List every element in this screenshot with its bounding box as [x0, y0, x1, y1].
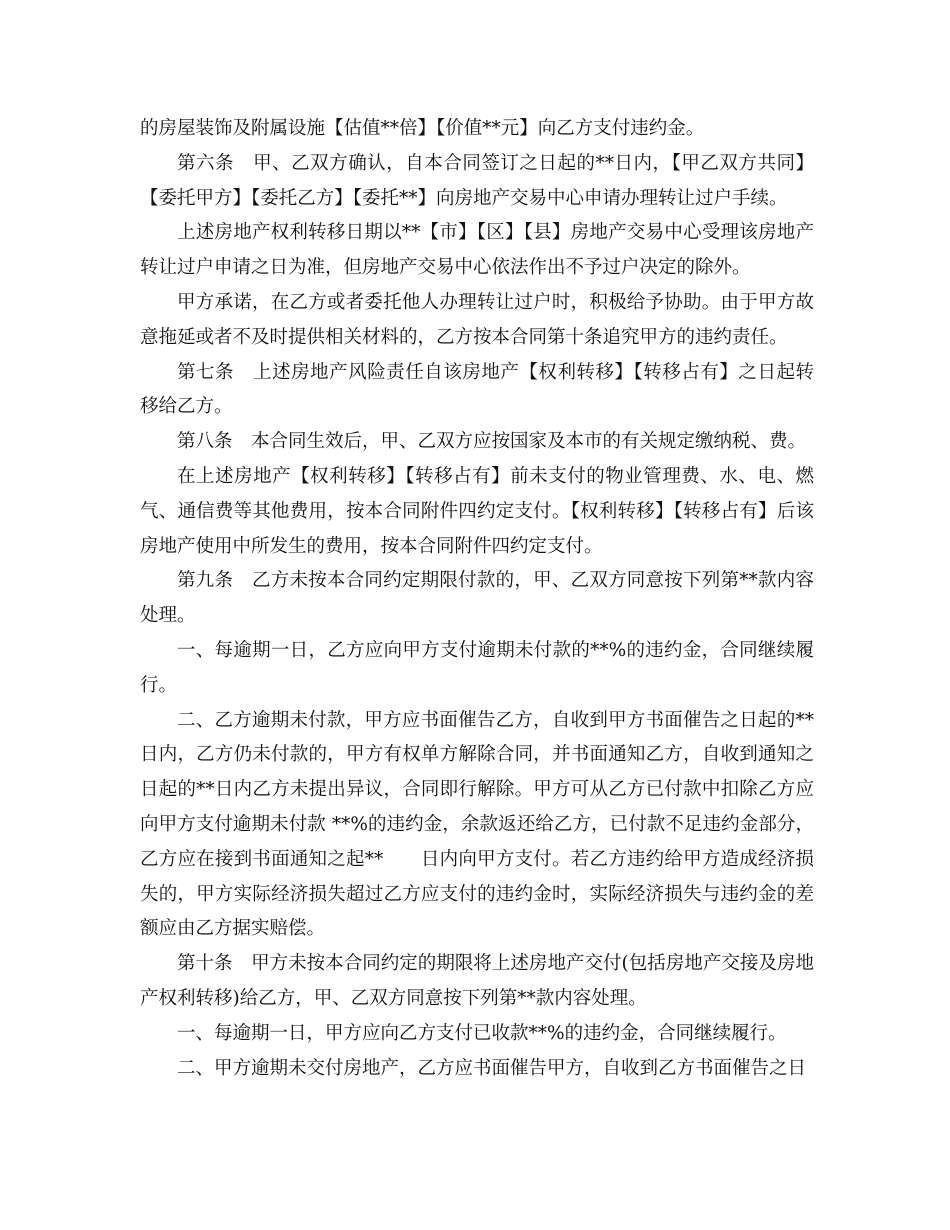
paragraph-continuation: 的房屋装饰及附属设施【估值**倍】【价值**元】向乙方支付违约金。	[140, 118, 705, 139]
paragraph-article-7: 第七条 上述房地产风险责任自该房地产【权利转移】【转移占有】之日起转移给乙方。	[140, 361, 814, 418]
paragraph-article-8: 第八条 本合同生效后，甲、乙双方应按国家及本市的有关规定缴纳税、费。	[177, 431, 807, 453]
paragraph-article-9: 第九条 乙方未按本合同约定期限付款的，甲、乙双方同意按下列第**款内容处理。	[140, 570, 814, 627]
paragraph-article-6: 第六条 甲、乙双方确认，自本合同签订之日起的**日内，【甲乙双方共同】【委托甲方】【委托乙方】【委托**】向房地产交易中心申请办理转让过户手续。	[140, 152, 814, 209]
paragraph-fees: 在上述房地产【权利转移】【转移占有】前未支付的物业管理费、水、电、燃气、通信费等其他费用，按本合同附件四约定支付。【权利转移】【转移占有】后该房地产使用中所发生的费用，按本合同附件四约定支付。	[140, 465, 814, 557]
paragraph-article-9-item-2: 二、乙方逾期未付款，甲方应书面催告乙方，自收到甲方书面催告之日起的**日内，乙方仍未付款的，甲方有权单方解除合同，并书面通知乙方，自收到通知之日起的**日内乙方未提出异议，合同即行解除。甲方可从乙方已付款中扣除乙方应向甲方支付逾期未付款 **%的违约金，余款返还给乙方，已付款不足违约金部分，乙方应在接到书面通知之起** 日内向甲方支付。若乙方违约给甲方造成经济损失的，甲方实际经济损失超过乙方应支付的违约金时，实际经济损失与违约金的差额应由乙方据实赔偿。	[140, 709, 814, 940]
paragraph-article-10: 第十条 甲方未按本合同约定的期限将上述房地产交付(包括房地产交接及房地产权利转移)给乙方，甲、乙双方同意按下列第**款内容处理。	[140, 953, 814, 1009]
paragraph-seller-promise: 甲方承诺，在乙方或者委托他人办理转让过户时，积极给予协助。由于甲方故意拖延或者不及时提供相关材料的，乙方按本合同第十条追究甲方的违约责任。	[140, 291, 814, 348]
paragraph-article-9-item-1: 一、每逾期一日，乙方应向甲方支付逾期未付款的**%的违约金，合同继续履行。	[140, 639, 814, 696]
paragraph-article-10-item-2: 二、甲方逾期未交付房地产，乙方应书面催告甲方，自收到乙方书面催告之日	[177, 1057, 807, 1079]
contract-body	[140, 112, 814, 1086]
paragraph-transfer-date: 上述房地产权利转移日期以**【市】【区】【县】房地产交易中心受理该房地产转让过户申请之日为准，但房地产交易中心依法作出不予过户决定的除外。	[140, 222, 814, 279]
paragraph-article-10-item-1: 一、每逾期一日，甲方应向乙方支付已收款**%的违约金，合同继续履行。	[177, 1022, 787, 1044]
